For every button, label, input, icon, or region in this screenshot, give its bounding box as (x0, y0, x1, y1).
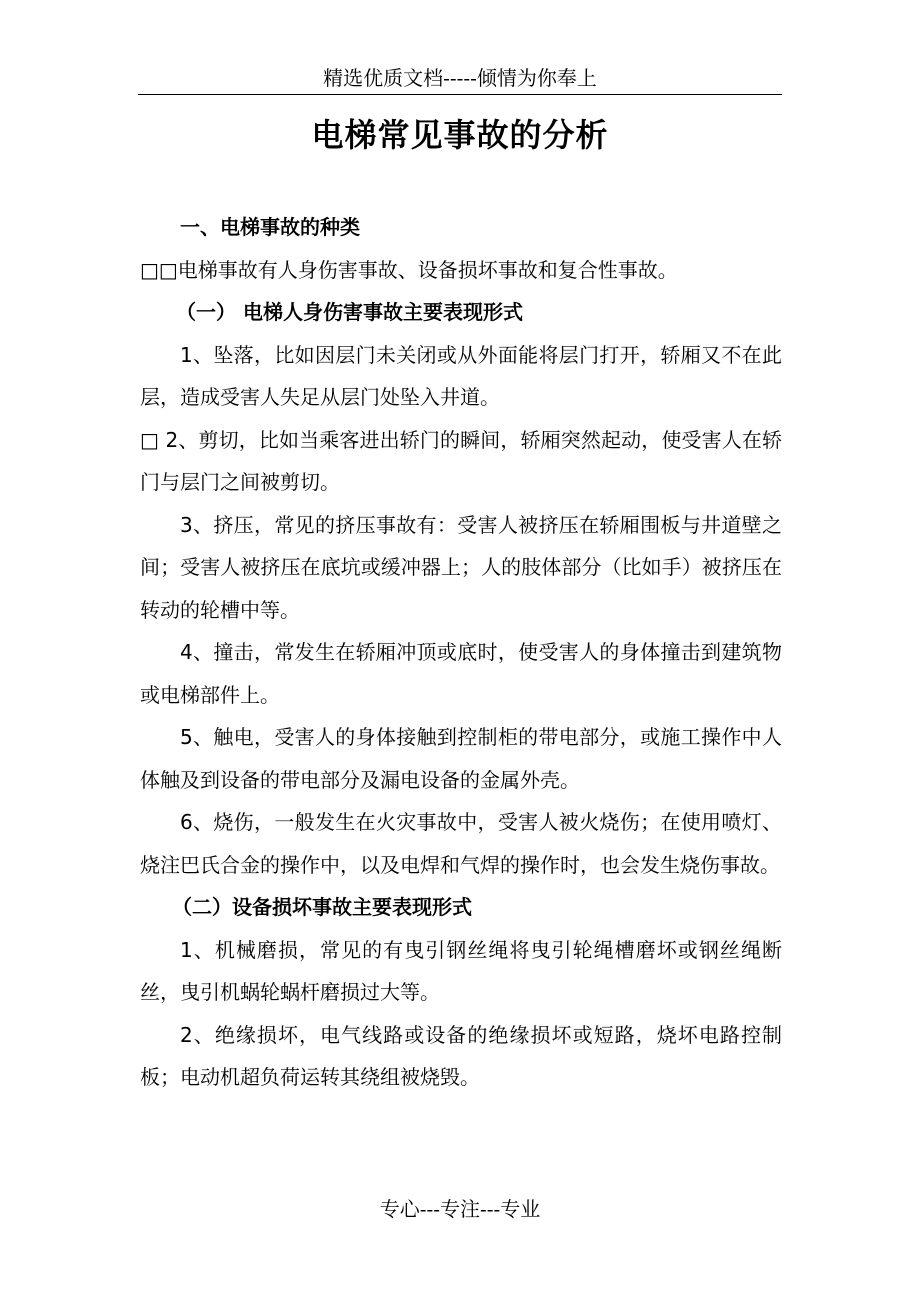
paragraph-falling: 1、坠落，比如因层门未关闭或从外面能将层门打开，轿厢又不在此层，造成受害人失足从层门处坠入井道。 (140, 342, 782, 409)
document-body (140, 206, 782, 1099)
paragraph-insulation-damage: 2、绝缘损坏，电气线路或设备的绝缘损坏或短路，烧坏电路控制板；电动机超负荷运转其绕组被烧毁。 (140, 1022, 782, 1089)
page-footer (0, 1194, 920, 1224)
page-header (138, 62, 782, 95)
paragraph-electric-shock: 5、触电，受害人的身体接触到控制柜的带电部分，或施工操作中人体触及到设备的带电部分及漏电设备的金属外壳。 (140, 725, 782, 792)
section-heading-accident-types: 一、电梯事故的种类 (180, 215, 360, 239)
paragraph-crushing: 3、挤压，常见的挤压事故有：受害人被挤压在轿厢围板与井道壁之间；受害人被挤压在底坑或缓冲器上；人的肢体部分（比如手）被挤压在转动的轮槽中等。 (140, 512, 782, 622)
footer-text: 专心---专注---专业 (379, 1197, 541, 1221)
document-title: 电梯常见事故的分析 (311, 116, 609, 154)
paragraph-mechanical-wear: 1、机械磨损，常见的有曳引钢丝绳将曳引轮绳槽磨坏或钢丝绳断丝，曳引机蜗轮蜗杆磨损过大等。 (140, 937, 782, 1004)
paragraph-shearing: □ 2、剪切，比如当乘客进出轿门的瞬间，轿厢突然起动，使受害人在轿门与层门之间被剪切。 (140, 427, 782, 494)
header-text: 精选优质文档-----倾情为你奉上 (323, 66, 597, 90)
subsection-heading-personal-injury: （一） 电梯人身伤害事故主要表现形式 (176, 300, 523, 324)
paragraph-burns: 6、烧伤，一般发生在火灾事故中，受害人被火烧伤；在使用喷灯、烧注巴氏合金的操作中，以及电焊和气焊的操作时，也会发生烧伤事故。 (140, 810, 782, 877)
paragraph-impact: 4、撞击，常发生在轿厢冲顶或底时，使受害人的身体撞击到建筑物或电梯部件上。 (140, 640, 782, 707)
subsection-heading-equipment-damage: （二）设备损坏事故主要表现形式 (172, 895, 472, 919)
paragraph-intro: □□电梯事故有人身伤害事故、设备损坏事故和复合性事故。 (140, 257, 678, 282)
